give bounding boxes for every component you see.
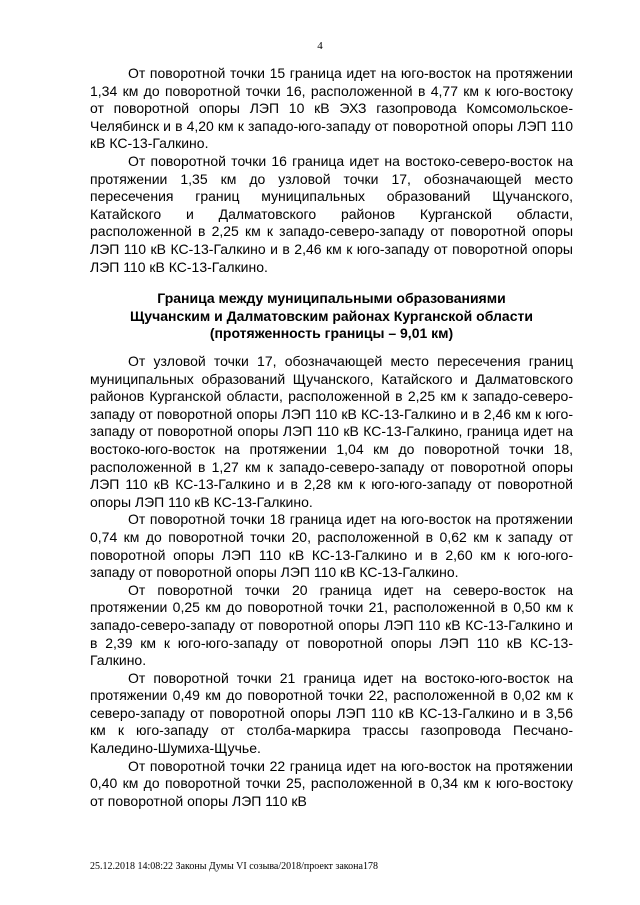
paragraphs-bottom bbox=[90, 353, 573, 810]
paragraph: От узловой точки 17, обозначающей место пересечения границ муниципальных образований Щучанского, Катайского и Далматовского районов Курганской области, расположенной в 2,25 км к западо-северо-западу от поворотной опоры ЛЭП 110 кВ КС-13-Галкино и в 2,46 км к юго-западу от поворотной опоры ЛЭП 110 кВ КС-13-Галкино, граница идет на востоко-юго-восток на протяжении 1,04 км до поворотной точки 18, расположенной в 1,27 км к западо-северо-западу от поворотной опоры ЛЭП 110 кВ КС-13-Галкино и в 2,28 км к юго-юго-западу от поворотной опоры ЛЭП 110 кВ КС-13-Галкино. bbox=[90, 353, 573, 510]
paragraph: От поворотной точки 16 граница идет на востоко-северо-восток на протяжении 1,35 км до узловой точки 17, обозначающей место пересечения границ муниципальных образований Щучанского, Катайского и Далматовского районов Курганской области, расположенной в 2,25 км к западо-северо-западу от поворотной опоры ЛЭП 110 кВ КС-13-Галкино и в 2,46 км к юго-западу от поворотной опоры ЛЭП 110 кВ КС-13-Галкино. bbox=[90, 152, 573, 275]
paragraphs-top bbox=[90, 65, 573, 276]
section-heading-line: Граница между муниципальными образованиями bbox=[157, 290, 506, 306]
paragraph: От поворотной точки 20 граница идет на северо-восток на протяжении 0,25 км до поворотной точки 21, расположенной в 0,50 км к западо-северо-западу от поворотной опоры ЛЭП 110 кВ КС-13-Галкино и в 2,39 км к юго-юго-западу от поворотной опоры ЛЭП 110 кВ КС-13-Галкино. bbox=[90, 581, 573, 669]
paragraph: От поворотной точки 22 граница идет на юго-восток на протяжении 0,40 км до поворотной точки 25, расположенной в 0,34 км к юго-востоку от поворотной опоры ЛЭП 110 кВ bbox=[90, 757, 573, 809]
paragraph: От поворотной точки 21 граница идет на востоко-юго-восток на протяжении 0,49 км до поворотной точки 22, расположенной в 0,02 км к северо-западу от поворотной опоры ЛЭП 110 кВ КС-13-Галкино и в 3,56 км к юго-западу от столба-маркира трассы газопровода Песчано-Каледино-Шумиха-Щучье. bbox=[90, 669, 573, 757]
section-heading bbox=[90, 290, 573, 343]
page-number: 4 bbox=[317, 40, 323, 52]
section-heading-line: Щучанским и Далматовским районах Курганской области bbox=[130, 307, 533, 324]
section-heading-line: (протяженность границы – 9,01 км) bbox=[209, 325, 454, 342]
paragraph: От поворотной точки 15 граница идет на юго-восток на протяжении 1,34 км до поворотной точки 16, расположенной в 4,77 км к юго-востоку от поворотной опоры ЛЭП 10 кВ ЭХЗ газопровода Комсомольское-Челябинск и в 4,20 км к западо-юго-западу от поворотной опоры ЛЭП 110 кВ КС-13-Галкино. bbox=[90, 65, 573, 152]
document-footer: 25.12.2018 14:08:22 Законы Думы VI созыва/2018/проект закона178 bbox=[90, 861, 378, 872]
paragraph: От поворотной точки 18 граница идет на юго-восток на протяжении 0,74 км до поворотной точки 20, расположенной в 0,62 км к западу от поворотной опоры ЛЭП 110 кВ КС-13-Галкино и в 2,60 км к юго-юго-западу от поворотной опоры ЛЭП 110 кВ КС-13-Галкино. bbox=[90, 511, 573, 581]
